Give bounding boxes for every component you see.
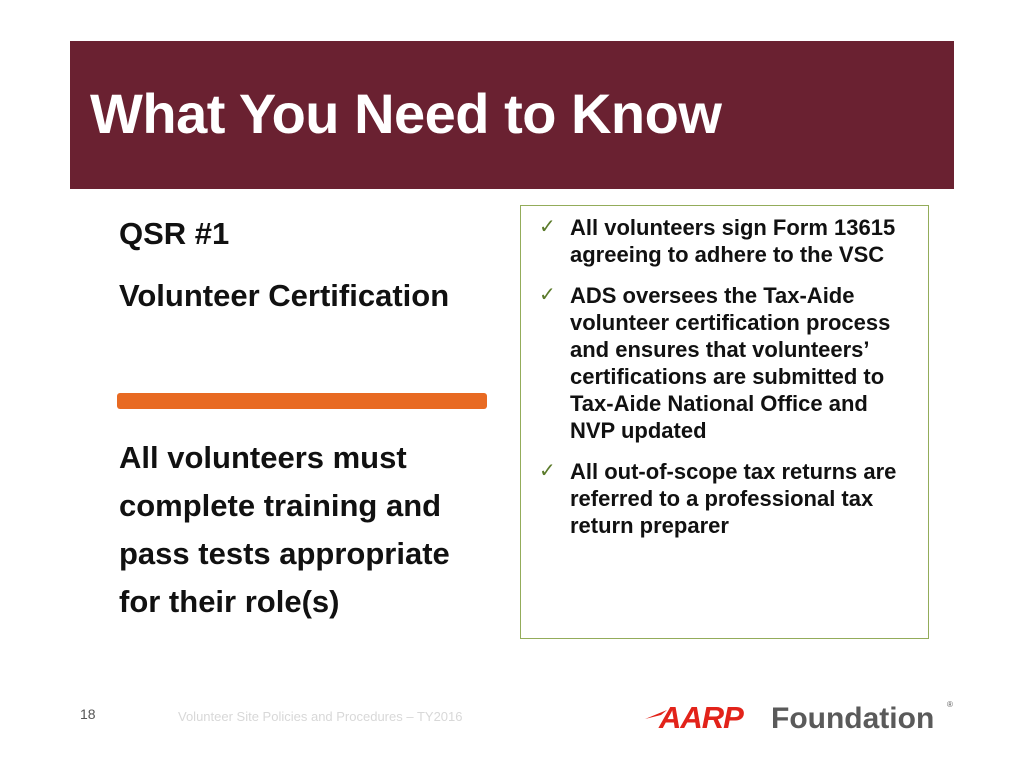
qsr-label: QSR #1 [119, 216, 230, 251]
page-number: 18 [80, 706, 96, 722]
footer-text: Volunteer Site Policies and Procedures – TY2016 [178, 709, 463, 724]
aarp-foundation-logo [645, 695, 957, 735]
checklist-item [539, 214, 916, 268]
checklist-box [520, 205, 929, 639]
checklist-item-text: All volunteers sign Form 13615 agreeing to adhere to the VSC [570, 215, 896, 267]
checkmark-icon: ✓ [539, 460, 556, 482]
title-bar [70, 41, 954, 189]
orange-divider [117, 393, 487, 409]
svg-text:®: ® [947, 700, 953, 709]
slide-title: What You Need to Know [90, 82, 722, 145]
checkmark-icon: ✓ [539, 216, 556, 238]
slide-subtitle: Volunteer Certification [119, 278, 450, 313]
checklist-item-text: All out-of-scope tax returns are referred to a professional tax return preparer [570, 459, 897, 538]
svg-text:Foundation: Foundation [771, 702, 935, 735]
svg-text:AARP: AARP [659, 700, 743, 735]
key-statement: All volunteers must complete training and pass tests appropriate for their role(s) [119, 440, 450, 619]
checklist-item [539, 282, 916, 444]
left-column [119, 216, 499, 313]
checklist [521, 206, 928, 539]
checklist-item [539, 458, 916, 539]
checklist-item-text: ADS oversees the Tax-Aide volunteer certification process and ensures that volunteers’ certifications are submitted to Tax-Aide National Office and NVP updated [570, 283, 891, 443]
checkmark-icon: ✓ [539, 284, 556, 306]
